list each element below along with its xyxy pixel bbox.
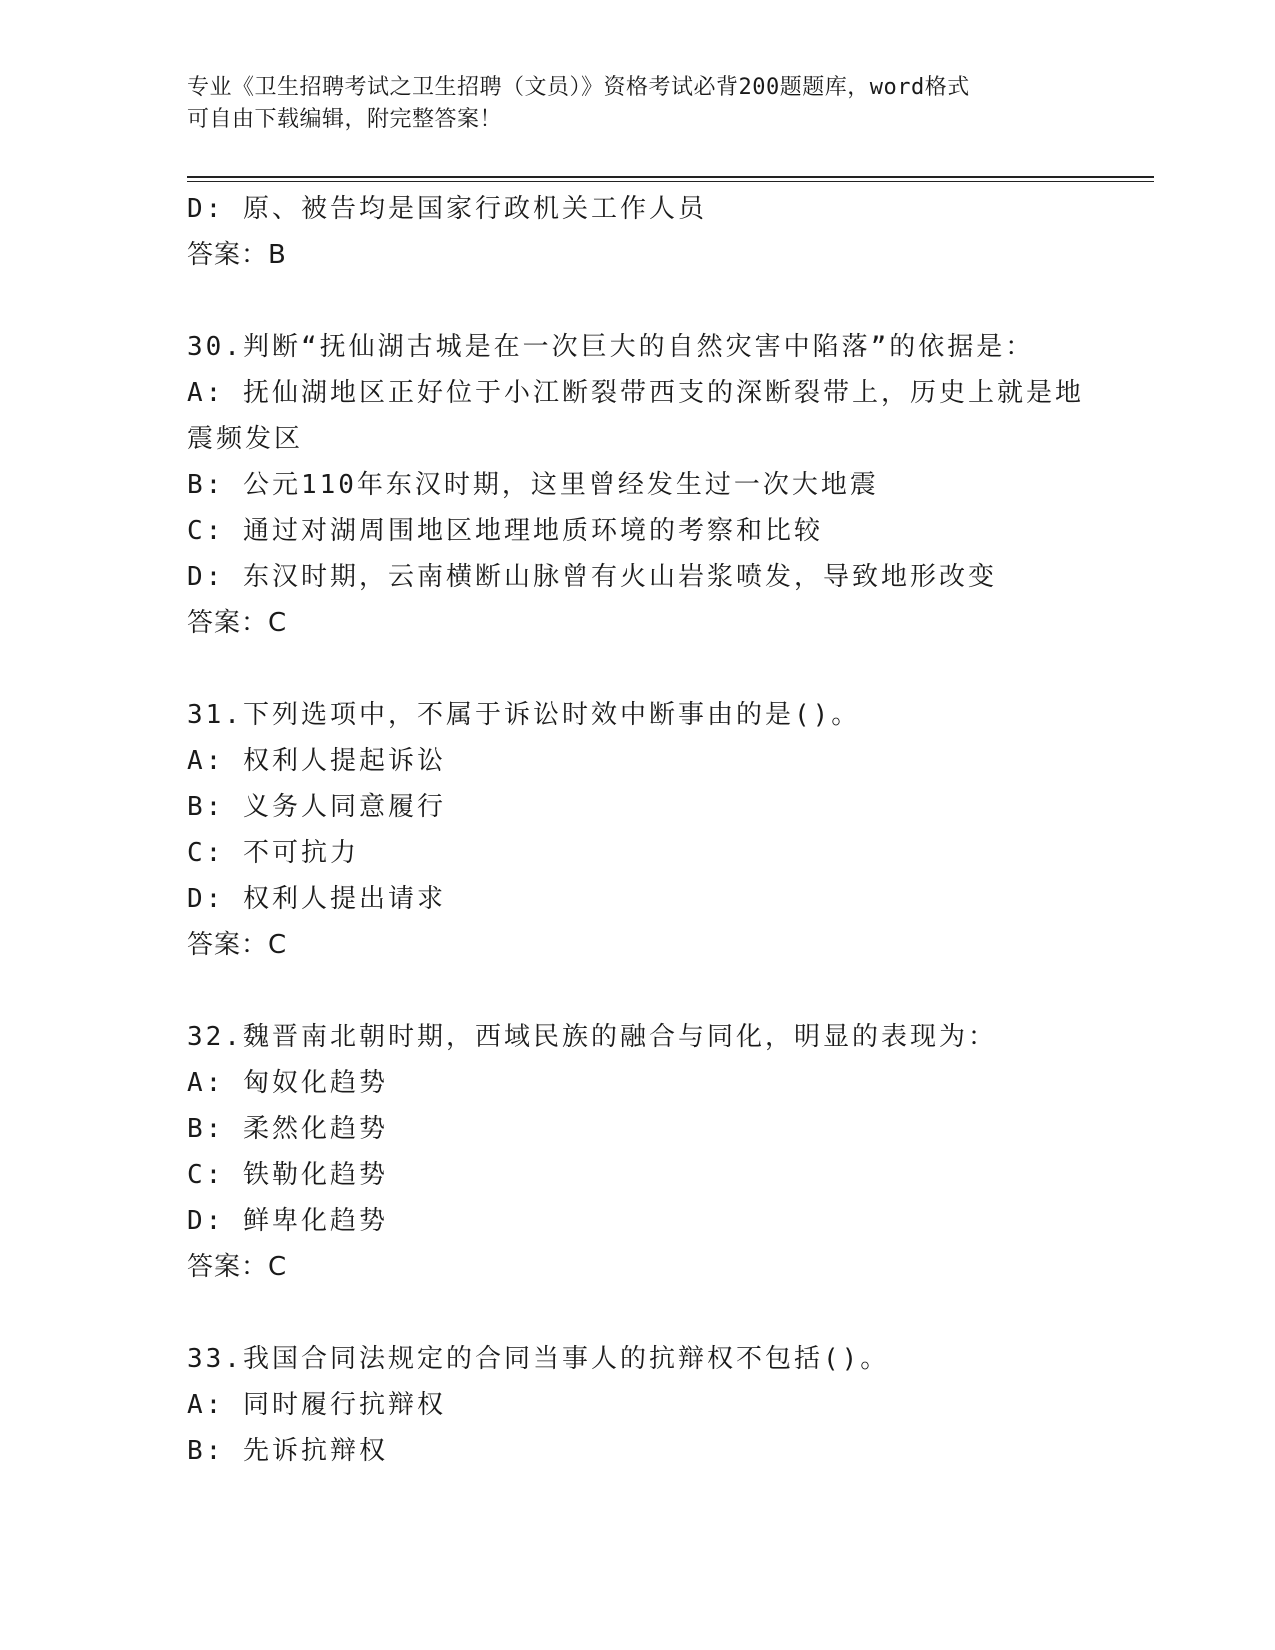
option-d: D: 东汉时期，云南横断山脉曾有火山岩浆喷发，导致地形改变 bbox=[187, 562, 997, 592]
answer-line: 答案：B bbox=[187, 240, 287, 270]
answer-line: 答案：C bbox=[187, 608, 288, 638]
option-a-continued: 震频发区 bbox=[187, 424, 304, 454]
option-a: A: 匈奴化趋势 bbox=[187, 1068, 388, 1098]
option-b: B: 义务人同意履行 bbox=[187, 792, 446, 822]
option-d: D: 鲜卑化趋势 bbox=[187, 1206, 388, 1236]
document-body bbox=[187, 186, 1087, 1474]
question-stem: 33.我国合同法规定的合同当事人的抗辩权不包括()。 bbox=[187, 1344, 890, 1374]
option-b: B: 先诉抗辩权 bbox=[187, 1436, 388, 1466]
header-divider-thick bbox=[187, 176, 1154, 178]
question-29-continued bbox=[187, 186, 1087, 278]
question-30 bbox=[187, 324, 1087, 646]
answer-line: 答案：C bbox=[187, 930, 288, 960]
option-c: C: 不可抗力 bbox=[187, 838, 359, 868]
question-stem: 32.魏晋南北朝时期，西域民族的融合与同化，明显的表现为： bbox=[187, 1022, 997, 1052]
question-33 bbox=[187, 1336, 1087, 1474]
option-c: C: 通过对湖周围地区地理地质环境的考察和比较 bbox=[187, 516, 823, 546]
answer-line: 答案：C bbox=[187, 1252, 288, 1282]
option-b: B: 公元110年东汉时期，这里曾经发生过一次大地震 bbox=[187, 470, 879, 500]
header-title-line-1: 专业《卫生招聘考试之卫生招聘（文员）》资格考试必背200题题库，word格式 bbox=[187, 75, 970, 100]
question-stem: 30.判断“抚仙湖古城是在一次巨大的自然灾害中陷落”的依据是： bbox=[187, 332, 1035, 362]
document-header bbox=[187, 72, 1087, 136]
header-divider-thin bbox=[187, 181, 1154, 182]
option-a: A: 同时履行抗辩权 bbox=[187, 1390, 446, 1420]
option-b: B: 柔然化趋势 bbox=[187, 1114, 388, 1144]
option-a: A: 抚仙湖地区正好位于小江断裂带西支的深断裂带上，历史上就是地 bbox=[187, 378, 1084, 408]
option-d: D: 权利人提出请求 bbox=[187, 884, 446, 914]
option-c: C: 铁勒化趋势 bbox=[187, 1160, 388, 1190]
header-title-line-2: 可自由下载编辑，附完整答案！ bbox=[187, 107, 503, 132]
question-stem: 31.下列选项中，不属于诉讼时效中断事由的是()。 bbox=[187, 700, 861, 730]
option-d: D: 原、被告均是国家行政机关工作人员 bbox=[187, 194, 707, 224]
question-31 bbox=[187, 692, 1087, 968]
option-a: A: 权利人提起诉讼 bbox=[187, 746, 446, 776]
question-32 bbox=[187, 1014, 1087, 1290]
